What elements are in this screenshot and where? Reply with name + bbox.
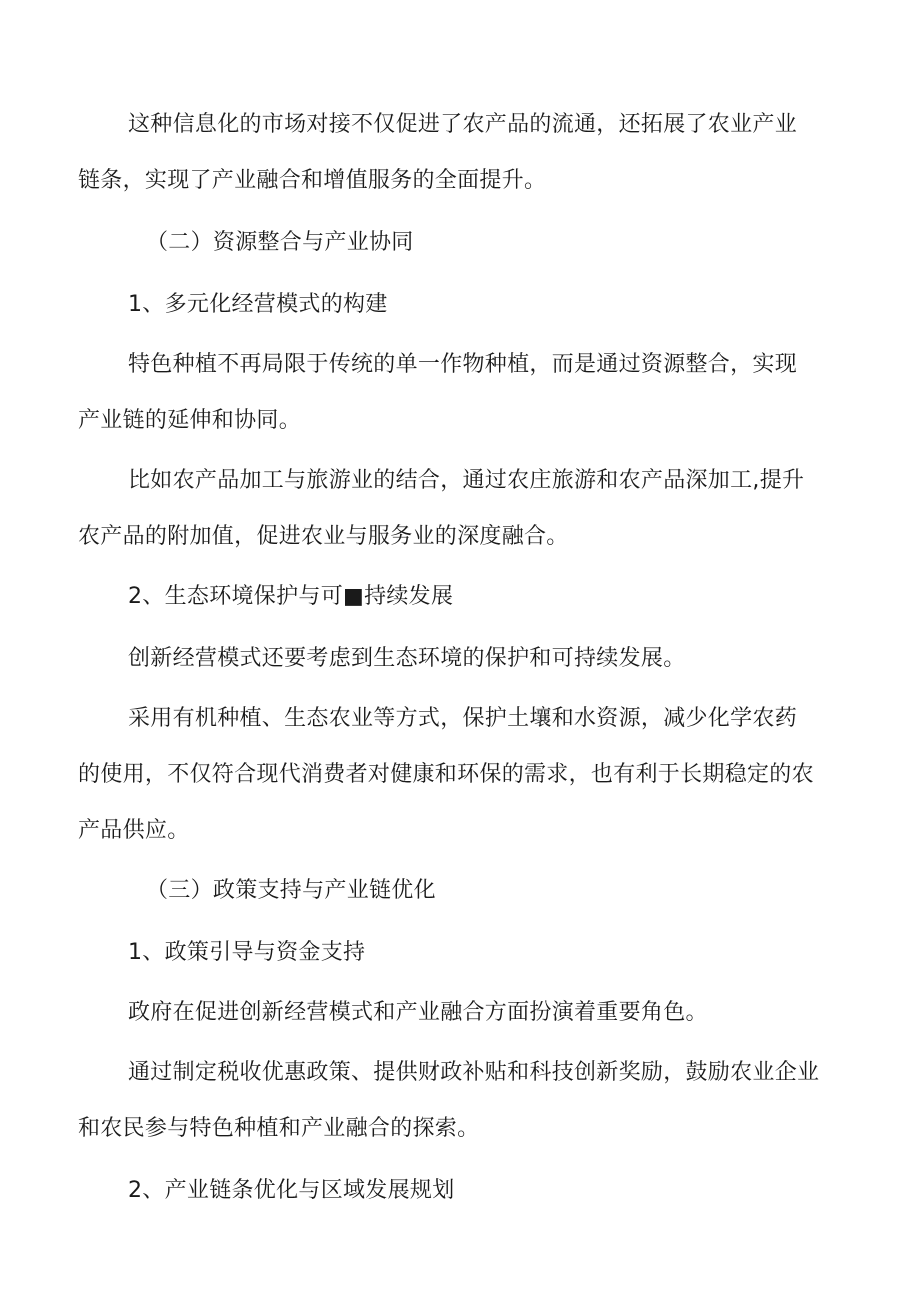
paragraph-line: 这种信息化的市场对接不仅促进了农产品的流通，还拓展了农业产业: [128, 112, 798, 137]
paragraph-line: 比如农产品加工与旅游业的结合，通过农庄旅游和农产品深加工,提升: [128, 468, 805, 493]
subsection-heading: 1、多元化经营模式的构建: [128, 292, 388, 317]
paragraph-line: 创新经营模式还要考虑到生态环境的保护和可持续发展。: [128, 646, 686, 671]
subsection-heading: 2、生态环境保护与可■持续发展: [128, 584, 454, 609]
subsection-heading: 2、产业链条优化与区域发展规划: [128, 1178, 455, 1203]
paragraph-line: 链条，实现了产业融合和增值服务的全面提升。: [78, 168, 547, 193]
paragraph-line: 采用有机种植、生态农业等方式，保护土壤和水资源，减少化学农药: [128, 706, 798, 731]
paragraph-line: 产业链的延伸和协同。: [78, 408, 302, 433]
paragraph-line: 通过制定税收优惠政策、提供财政补贴和科技创新奖励，鼓励农业企业: [128, 1060, 820, 1085]
paragraph-line: 产品供应。: [78, 818, 190, 843]
subsection-heading: 1、政策引导与资金支持: [128, 940, 366, 965]
paragraph-line: 和农民参与特色种植和产业融合的探索。: [78, 1116, 480, 1141]
paragraph-line: 政府在促进创新经营模式和产业融合方面扮演着重要角色。: [128, 1000, 708, 1025]
paragraph-line: 的使用，不仅符合现代消费者对健康和环保的需求，也有利于长期稳定的农: [78, 762, 814, 787]
paragraph-line: 农产品的附加值，促进农业与服务业的深度融合。: [78, 524, 569, 549]
section-heading: （三）政策支持与产业链优化: [146, 878, 436, 903]
section-heading: （二）资源整合与产业协同: [146, 230, 414, 255]
paragraph-line: 特色种植不再局限于传统的单一作物种植，而是通过资源整合，实现: [128, 352, 798, 377]
